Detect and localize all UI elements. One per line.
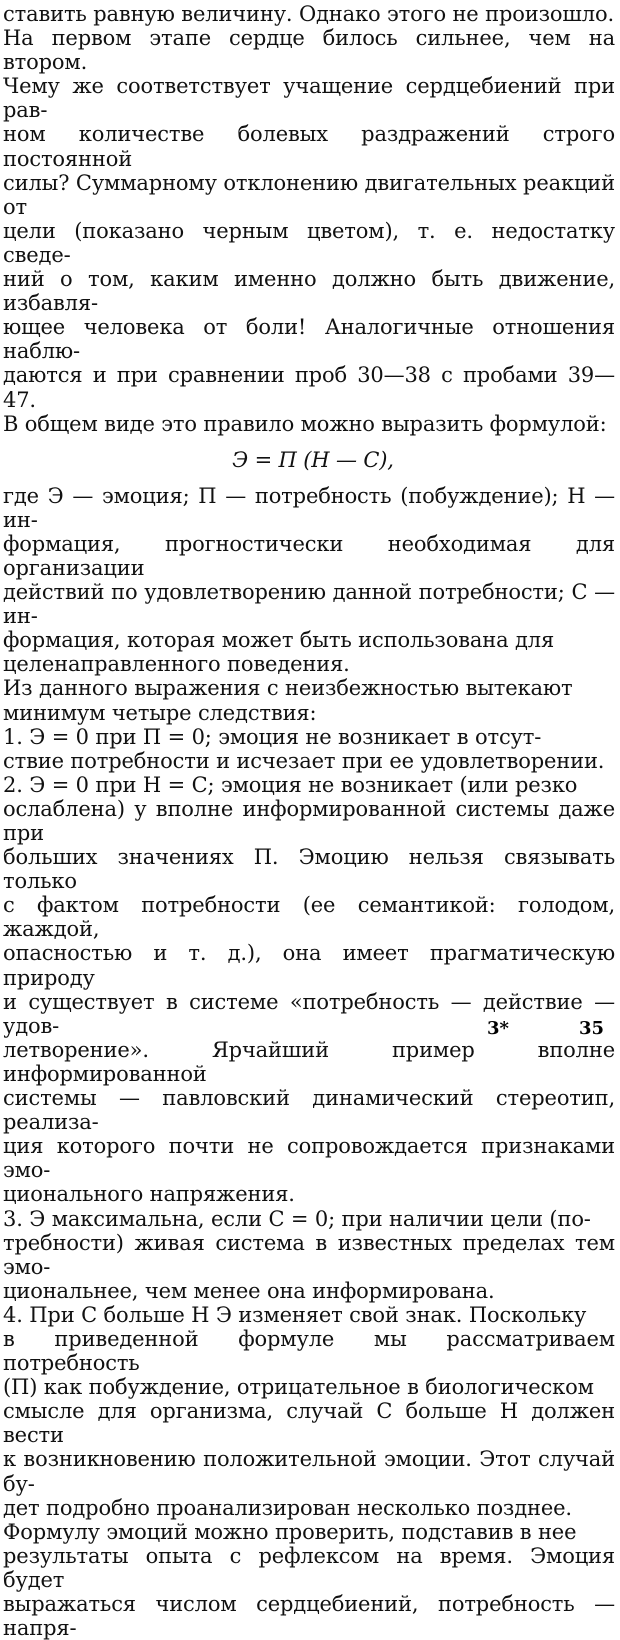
page-number: 35	[578, 1018, 604, 1039]
paragraph-3: где Э — эмоция; П — потребность (побуждение); Н — ин- формация, прогностически необходимая для организации действий по удовлетворению данной потребности; С — ин- формация, которая может быть использована для целенаправленного поведения.	[3, 483, 615, 677]
formula: Э = П (Н — С),	[232, 447, 394, 472]
paragraph-4: Из данного выражения с неизбежностью вытекают минимум четыре следствия:	[3, 676, 573, 725]
paragraph-9: Формулу эмоций можно проверить, подставив в нее результаты опыта с рефлексом на время. Эмоция будет выражаться числом сердцебиений, потребность — напря-	[3, 1519, 615, 1640]
signature-mark: 3*	[487, 1018, 509, 1039]
paragraph-1: ставить равную величину. Однако этого не произошло. На первом этапе сердце билось сильнее, чем на втором. Чему же соответствует учащение сердцебиений при рав- ном количестве болевых раздражений строго постоянной силы? Суммарному отклонению двигательных реакций от цели (показано черным цветом), т. е. недостатку сведе- ний о том, каким именно должно быть движение, избавля- ющее человека от боли! Аналогичные отношения наблю- даются и при сравнении проб 30—38 с пробами 39—47.	[3, 2, 615, 412]
paragraph-7: 3. Э максимальна, если С = 0; при наличии цели (по- требности) живая система в известных пределах тем эмо- циональнее, чем менее она информирована.	[3, 1206, 615, 1303]
paragraph-2: В общем виде это правило можно выразить формулой:	[3, 411, 607, 436]
paragraph-8: 4. При С больше Н Э изменяет свой знак. Поскольку в приведенной формуле мы рассматриваем потребность (П) как побуждение, отрицательное в биологическом смысле для организма, случай С больше Н должен вести к возникновению положительной эмоции. Этот случай бу- дет подробно проанализирован несколько позднее.	[3, 1302, 615, 1520]
paragraph-6: 2. Э = 0 при Н = С; эмоция не возникает (или резко ослаблена) у вполне информированной системы даже при больших значениях П. Эмоцию нельзя связывать только с фактом потребности (ее семантикой: голодом, жаждой, опасностью и т. д.), она имеет прагматическую природу и существует в системе «потребность — действие — удов- летворение». Ярчайший пример вполне информированной системы — павловский динамический стереотип, реализа- ция которого почти не сопровождается признаками эмо- ционального напряжения.	[3, 772, 615, 1207]
paragraph-5: 1. Э = 0 при П = 0; эмоция не возникает в отсут- ствие потребности и исчезает при ее удовлетворении.	[3, 724, 605, 773]
page-text	[3, 2, 615, 1640]
page-footer	[0, 1012, 620, 1042]
